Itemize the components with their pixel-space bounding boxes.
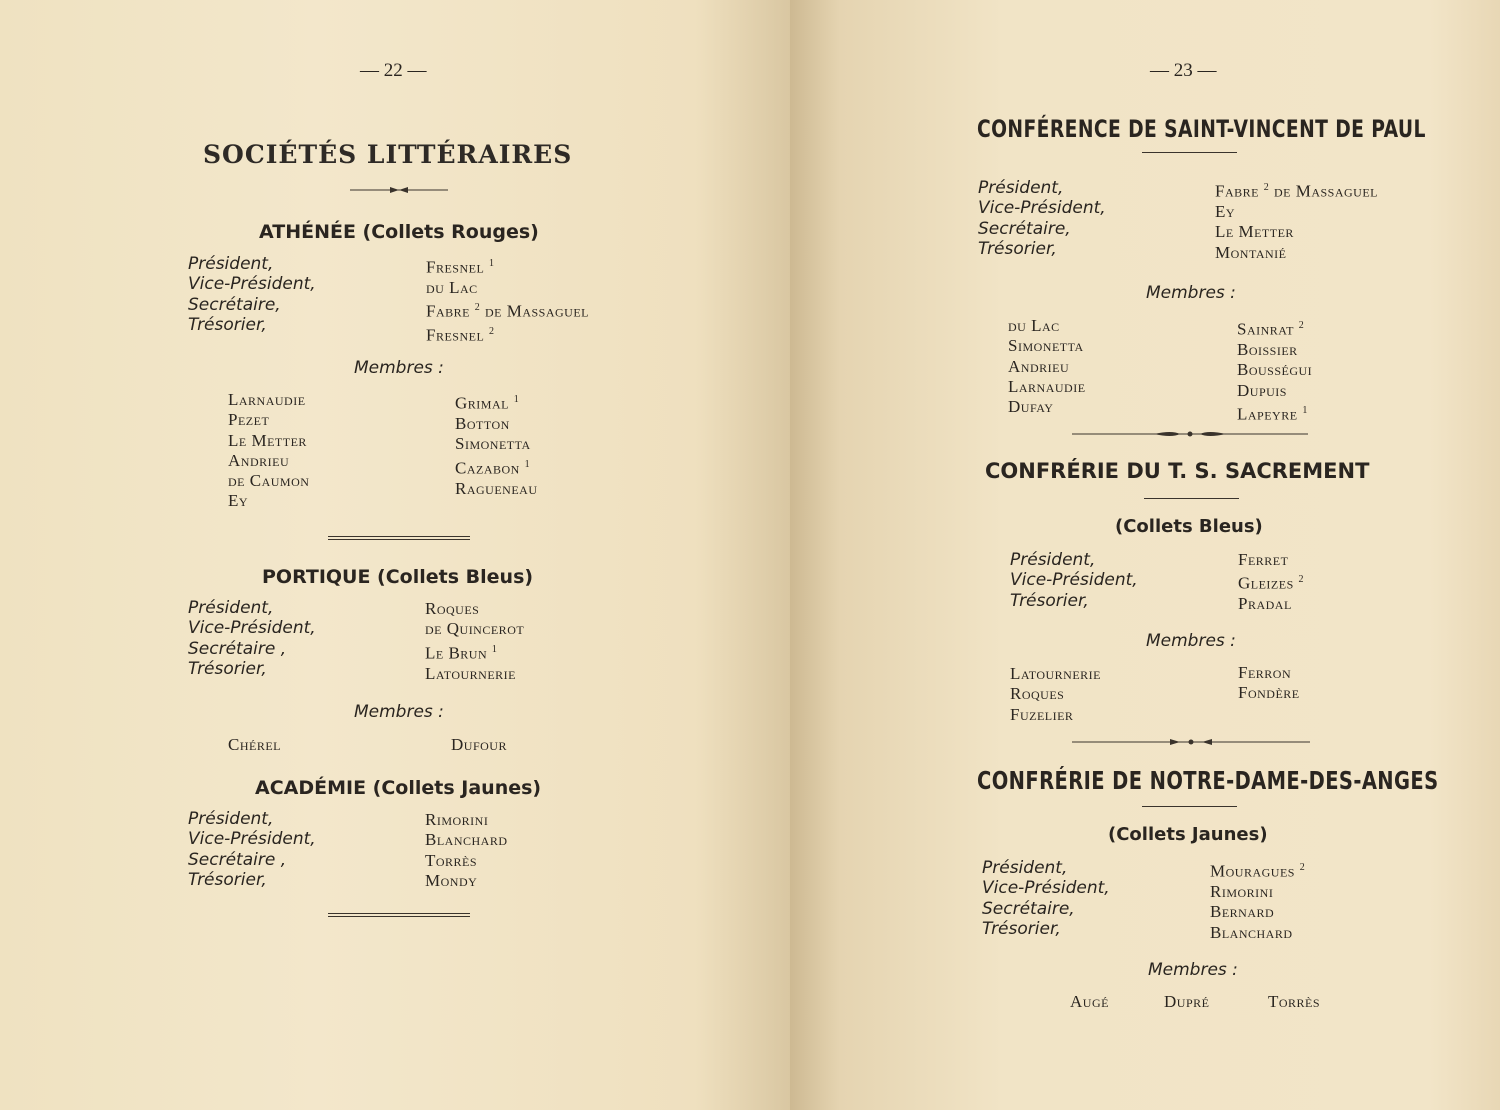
- member-name: Bousségui: [1237, 360, 1313, 380]
- members-label: Membres :: [1146, 631, 1236, 651]
- section-heading-notre-dame: CONFRÉRIE DE NOTRE-DAME-DES-ANGES: [977, 766, 1439, 795]
- officer-name: du Lac: [426, 277, 478, 297]
- member-name: Dupré: [1164, 992, 1210, 1011]
- role-label: Président,: [188, 809, 274, 829]
- role-label: Vice-Président,: [1010, 570, 1138, 591]
- roles-list: [188, 598, 316, 679]
- officer-name: Pradal: [1238, 594, 1292, 614]
- ornament-divider: [350, 185, 448, 195]
- member-name: Dufour: [451, 735, 507, 754]
- role-label: Trésorier,: [982, 918, 1061, 939]
- member-name: Ragueneau: [455, 478, 538, 498]
- officers-list: [425, 599, 524, 684]
- officer-name: Fresnel $^2$: [426, 325, 495, 345]
- officer-name: Fabre $^2$ de Massaguel: [1215, 181, 1379, 201]
- role-label: Vice-Président,: [188, 274, 316, 295]
- member-name: Augé: [1070, 992, 1109, 1011]
- member-name: Latournerie: [1010, 664, 1101, 683]
- role-label: Président,: [188, 598, 274, 618]
- role-label: Vice-Président,: [978, 198, 1106, 219]
- members-label: Membres :: [354, 702, 444, 722]
- role-label: Secrétaire ,: [188, 849, 287, 870]
- role-label: Secrétaire ,: [188, 638, 287, 659]
- member-name: Ey: [228, 491, 249, 511]
- role-label: Secrétaire,: [978, 218, 1071, 239]
- officer-name: Blanchard: [1210, 922, 1293, 942]
- member-name: Cazabon $^1$: [455, 458, 531, 478]
- officer-name: Mondy: [425, 870, 478, 890]
- member-name: Andrieu: [1008, 356, 1070, 376]
- member-name: du Lac: [1008, 316, 1060, 335]
- member-name: Simonetta: [455, 434, 531, 454]
- officer-name: Mouragues $^2$: [1210, 861, 1306, 881]
- officer-name: Gleizes $^2$: [1238, 573, 1305, 593]
- role-label: Secrétaire,: [188, 294, 281, 315]
- officer-name: Le Brun $^1$: [425, 643, 498, 663]
- short-rule: [1144, 498, 1239, 499]
- role-label: Vice-Président,: [982, 878, 1110, 899]
- member-name: Fondère: [1238, 683, 1300, 703]
- officers-list: [425, 810, 508, 891]
- members-col-1: [228, 390, 309, 512]
- role-label: Secrétaire,: [982, 898, 1075, 919]
- role-label: Président,: [978, 178, 1064, 198]
- officer-name: Blanchard: [425, 830, 508, 850]
- role-label: Trésorier,: [978, 238, 1057, 259]
- section-heading-academie: ACADÉMIE (Collets Jaunes): [255, 777, 542, 799]
- officers-list: [1210, 858, 1305, 943]
- officer-name: Rimorini: [1210, 881, 1274, 901]
- ornament-divider: [1072, 428, 1308, 440]
- officer-name: Bernard: [1210, 902, 1275, 922]
- member-name: Fuzelier: [1010, 704, 1074, 724]
- member-name: Torrès: [1268, 992, 1321, 1011]
- section-heading-portique: PORTIQUE (Collets Bleus): [262, 566, 534, 588]
- officers-list: [1238, 550, 1304, 615]
- members-col-1: [1008, 316, 1086, 417]
- role-label: Trésorier,: [188, 658, 267, 679]
- officer-name: Roques: [425, 599, 480, 618]
- section-subheading: (Collets Bleus): [1115, 516, 1263, 537]
- role-label: Président,: [188, 254, 274, 274]
- member-name: Andrieu: [228, 450, 290, 470]
- role-label: Président,: [982, 858, 1068, 878]
- officer-name: de Quincerot: [425, 619, 525, 639]
- role-label: Vice-Président,: [188, 618, 316, 639]
- role-label: Trésorier,: [188, 314, 267, 335]
- member-name: Grimal $^1$: [455, 393, 520, 413]
- section-subheading: (Collets Jaunes): [1108, 824, 1268, 845]
- role-label: Trésorier,: [1010, 590, 1089, 611]
- section-heading-saint-vincent: CONFÉRENCE DE SAINT-VINCENT DE PAUL: [977, 115, 1426, 143]
- member-name: Lapeyre $^1$: [1237, 404, 1308, 424]
- officer-name: Fabre $^2$ de Massaguel: [426, 301, 590, 321]
- officer-name: Ey: [1215, 201, 1236, 221]
- roles-list: [982, 858, 1110, 939]
- member-name: Dupuis: [1237, 380, 1287, 400]
- members-col-2: [1237, 316, 1312, 425]
- role-label: Vice-Président,: [188, 829, 316, 850]
- member-name: Pezet: [228, 410, 270, 430]
- section-heading-athenee: ATHÉNÉE (Collets Rouges): [259, 221, 539, 243]
- short-rule: [1142, 806, 1237, 807]
- roles-list: [1010, 550, 1138, 611]
- member-name: Ferron: [1238, 663, 1292, 682]
- officer-name: Ferret: [1238, 550, 1289, 569]
- officers-list: [1215, 178, 1378, 263]
- main-title: SOCIÉTÉS LITTÉRAIRES: [203, 140, 573, 169]
- members-col-2: [455, 390, 538, 499]
- short-rule: [1142, 152, 1237, 153]
- roles-list: [188, 254, 316, 335]
- double-rule-divider: [328, 913, 470, 917]
- officer-name: Le Metter: [1215, 222, 1294, 242]
- member-name: Le Metter: [228, 430, 307, 450]
- members-label: Membres :: [354, 358, 444, 378]
- member-name: Botton: [455, 413, 510, 433]
- member-name: Sainrat $^2$: [1237, 319, 1305, 339]
- page-number: — 23 —: [1150, 60, 1217, 81]
- members-label: Membres :: [1148, 960, 1238, 980]
- member-name: Dufay: [1008, 397, 1054, 417]
- members-col-2: [1238, 663, 1300, 704]
- member-name: Larnaudie: [228, 390, 306, 409]
- right-page: [790, 0, 1500, 1110]
- member-name: Chérel: [228, 735, 281, 754]
- roles-list: [978, 178, 1106, 259]
- officers-list: [426, 254, 589, 346]
- member-name: Boissier: [1237, 339, 1298, 359]
- officer-name: Rimorini: [425, 810, 489, 829]
- ornament-divider: [1072, 736, 1310, 748]
- officer-name: Torrès: [425, 850, 478, 870]
- roles-list: [188, 809, 316, 890]
- page-number: — 22 —: [360, 60, 427, 81]
- members-label: Membres :: [1146, 283, 1236, 303]
- role-label: Président,: [1010, 550, 1096, 570]
- officer-name: Montanié: [1215, 242, 1287, 262]
- member-name: Simonetta: [1008, 336, 1084, 356]
- section-heading-sacrement: CONFRÉRIE DU T. S. SACREMENT: [985, 459, 1370, 483]
- officer-name: Latournerie: [425, 663, 516, 683]
- double-rule-divider: [328, 536, 470, 540]
- member-name: Larnaudie: [1008, 376, 1086, 396]
- role-label: Trésorier,: [188, 869, 267, 890]
- member-name: Roques: [1010, 684, 1065, 704]
- member-name: de Caumon: [228, 471, 310, 491]
- members-col-1: [1010, 664, 1101, 725]
- officer-name: Fresnel $^1$: [426, 257, 495, 277]
